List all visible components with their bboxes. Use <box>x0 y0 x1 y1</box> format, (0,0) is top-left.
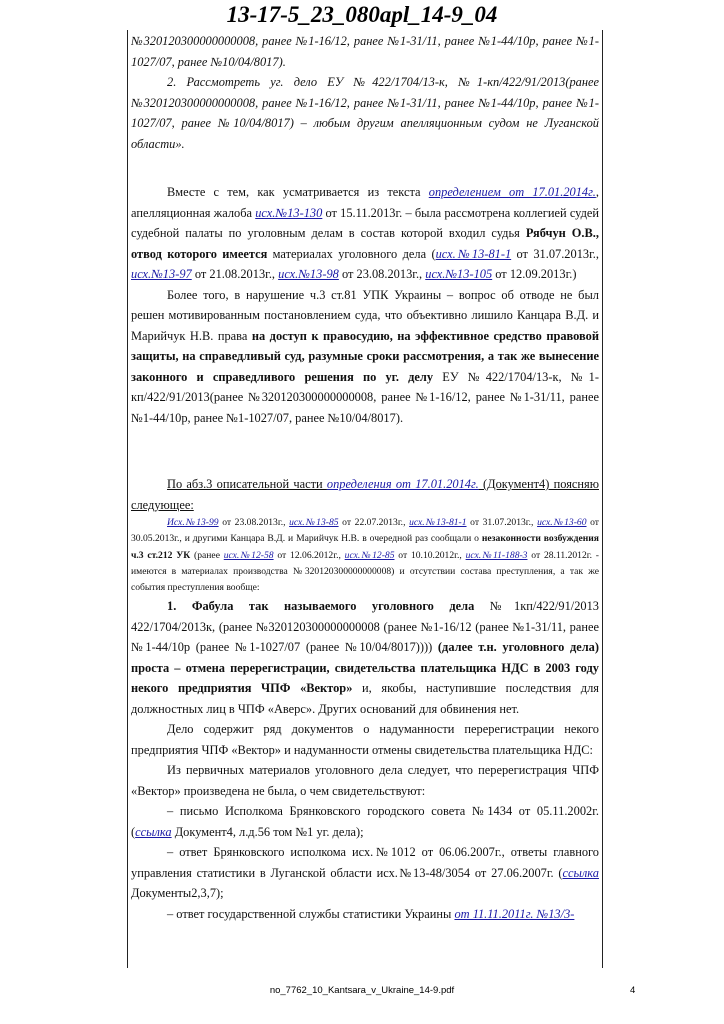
text-run: По абз.3 описательной части <box>167 477 327 491</box>
link-ref-13-81-1-b[interactable]: исх.№13-81-1 <box>409 517 467 528</box>
document-body <box>131 31 599 968</box>
text-run: от 31.07.2013г., <box>511 246 599 261</box>
link-ref-13-99[interactable]: Исх.№13-99 <box>167 517 219 528</box>
spacer <box>131 428 599 474</box>
list-item-state-statistics <box>131 904 599 925</box>
link-ref-13-105[interactable]: исх.№13-105 <box>425 267 493 281</box>
text-run: , апелляционная жалоба <box>131 185 599 220</box>
link-ref-11-188-3[interactable]: исх.№11-188-3 <box>465 549 528 561</box>
link-ref-13-81-1[interactable]: исх.№13-81-1 <box>435 246 512 261</box>
bold-text: незаконности возбуждения ч.3 ст.212 УК <box>131 533 599 561</box>
paragraph-references-small <box>131 515 599 596</box>
link-ref-13-97[interactable]: исх.№13-97 <box>131 267 192 281</box>
text-run: Документ4, л.д.56 том №1 уг. дела); <box>171 824 364 839</box>
link-reference-docs237[interactable]: ссылка <box>562 865 599 880</box>
link-ref-12-58[interactable]: исх.№12-58 <box>223 549 274 561</box>
link-ref-13-85[interactable]: исх.№13-85 <box>289 517 339 528</box>
text-run: от 12.09.2013г.) <box>492 267 577 281</box>
paragraph-request-2: 2. Рассмотреть уг. дело ЕУ №422/1704/13-к, №1-кп/422/91/2013(ранее №320120300000000008, ранее №1-16/12, ранее №1-31/11, ранее №1-44/10р, ранее №1-1027/07, ранее №10/04/8017) – любым другим апелляционным судом не Луганской области». <box>131 75 599 151</box>
paragraph-violation <box>131 285 599 429</box>
paragraph-primary-materials: Из первичных материалов уголовного дела следует, что перерегистрация ЧПФ «Вектор» произведена не была, о чем свидетельствуют: <box>131 763 599 798</box>
text-run: материалах уголовного дела ( <box>267 246 436 261</box>
bold-text: (далее т.н. уголовного дела) проста – отмена перерегистрации, свидетельства плательщика НДС в 2003 году некого предприятия ЧПФ «Вектор» <box>131 640 599 696</box>
text-run: Документы2,3,7); <box>131 886 224 901</box>
link-ruling-17-01-2014-b[interactable]: определения от 17.01.2014г. <box>326 477 479 491</box>
footer-filename: no_7762_10_Kantsara_v_Ukraine_14-9.pdf <box>269 985 455 996</box>
link-reference-doc4[interactable]: ссылка <box>135 824 172 839</box>
link-ref-13-130[interactable]: исх.№13-130 <box>255 205 323 220</box>
text-run: Более того, в нарушение ч.3 ст.81 УПК Украины – вопрос об отводе не был решен мотивированным постановлением суда, что объективно лишило Канцара В.Д. и Марийчук Н.В. права <box>131 287 599 343</box>
text-run: от 23.08.2013г., <box>218 517 290 528</box>
text-run: – ответ Брянковского исполкома исх.№1012 от 06.06.2007г., ответы главного управления статистики в Луганской области исх.№13-48/3054 от 27.06.2007г. ( <box>131 845 599 880</box>
list-item-letter-1434 <box>131 801 599 842</box>
paragraph-case-numbers: №320120300000000008, ранее №1-16/12, ранее №1-31/11, ранее №1-44/10р, ранее №1-1027/07, ранее №10/04/8017). <box>131 34 599 69</box>
text-run: от 23.08.2013г., <box>338 267 426 281</box>
link-ref-12-85[interactable]: исх.№12-85 <box>344 549 395 561</box>
text-run: Вместе с тем, как усматривается из текста <box>167 185 429 199</box>
text-run: (Документ4) поясняю следующее: <box>131 477 599 512</box>
page-number: 4 <box>630 985 636 996</box>
text-run: ЕУ №422/1704/13-к, №1-кп/422/91/2013(ранее №320120300000000008, ранее №1-16/12, ранее №1-31/11, ранее №1-44/10р, ранее №1-1027/07, ранее №10/04/8017). <box>131 369 599 425</box>
paragraph-fabula <box>131 596 599 719</box>
text-run: от 10.10.2012г., <box>394 549 466 561</box>
text-run: и, якобы, наступившие последствия для должностных лиц в ЧПФ «Аверс». Других оснований для обвинения нет. <box>131 681 599 716</box>
text-run: – ответ государственной службы статистики Украины <box>167 906 455 921</box>
link-statistics-2011[interactable]: от 11.11.2011г. №13/3- <box>454 906 575 921</box>
list-item-reply-1012 <box>131 842 599 904</box>
text-run: №1кп/422/91/2013 422/1704/2013к, (ранее №320120300000000008 (ранее №1-16/12 (ранее №1-31/11, ранее №1-44/10р (ранее №1-1027/07 (ранее №10/04/8017)))) <box>131 599 599 655</box>
paragraph-appeal-review <box>131 182 599 285</box>
link-ruling-17-01-2014[interactable]: определением от 17.01.2014г. <box>428 185 596 199</box>
text-run: от 30.05.2013г., и другими Канцара В.Д. и Марийчук Н.В. в очередной раз сообщали о <box>131 517 599 545</box>
text-run: от 28.11.2012г. - имеются в материалах производства №320120300000000008) и отсутствии состава преступления, а так же события преступления вообще: <box>131 549 599 594</box>
paragraph-documents: Дело содержит ряд документов о надуманности перерегистрации некого предприятия ЧПФ «Вектор» и надуманности отмены свидетельства плательщика НДС: <box>131 722 599 757</box>
text-run: от 22.07.2013г., <box>338 517 410 528</box>
bold-text: Рябчун О.В., отвод которого имеется <box>131 226 599 261</box>
link-ref-13-98[interactable]: исх.№13-98 <box>278 267 339 281</box>
text-run: – письмо Исполкома Брянковского городского совета №1434 от 05.11.2002г. ( <box>131 804 599 839</box>
link-ref-13-60[interactable]: исх.№13-60 <box>537 517 587 528</box>
text-run: от 21.08.2013г., <box>191 267 279 281</box>
text-run: от 31.07.2013г., <box>466 517 538 528</box>
text-run: (ранее <box>190 549 224 561</box>
text-run: от 15.11.2013г. – была рассмотрена коллегией судей судебной палаты по уголовным делам в состав которой входил судья <box>131 205 599 240</box>
paragraph-explanation-intro <box>131 474 599 515</box>
spacer <box>131 154 599 182</box>
bold-text: на доступ к правосудию, на эффективное средство правовой защиты, на справедливый суд, разумные сроки рассмотрения, а так же вынесение законного и справедливого решения по уг. делу <box>131 328 599 384</box>
bold-text: 1. Фабула так называемого уголовного дела <box>167 599 475 614</box>
text-run: от 12.06.2012г., <box>273 549 345 561</box>
page-header-title: 13-17-5_23_080apl_14-9_04 <box>226 2 498 27</box>
